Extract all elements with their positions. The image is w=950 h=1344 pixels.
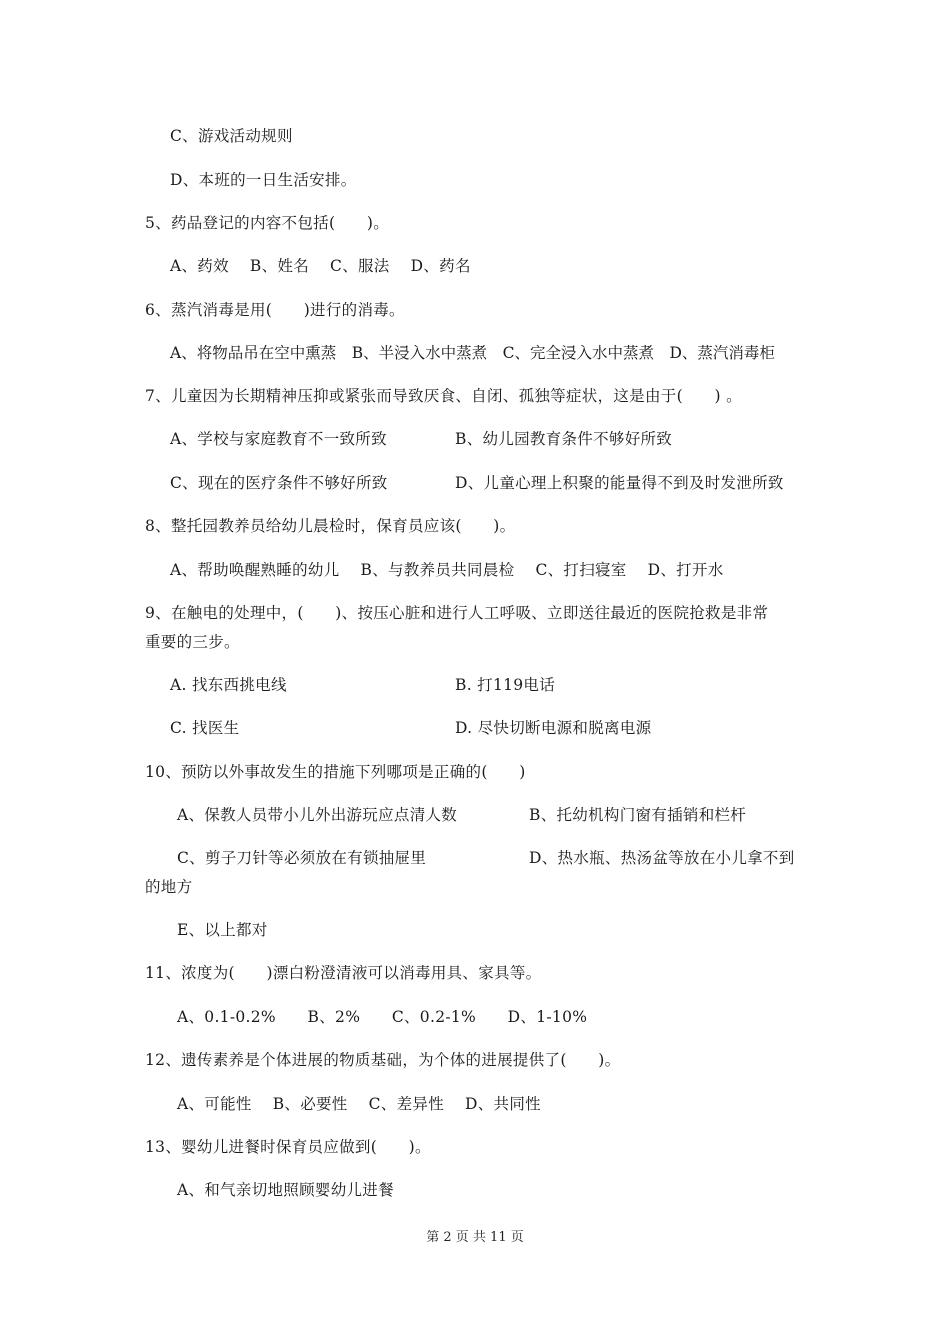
q12-options: A、可能性 B、必要性 C、差异性 D、共同性 [177,1095,541,1113]
q10-stem: 10、预防以外事故发生的措施下列哪项是正确的( ) [145,763,526,781]
q9-stem-line2: 重要的三步。 [145,633,240,651]
q6-options: A、将物品吊在空中熏蒸 B、半浸入水中蒸煮 C、完全浸入水中蒸煮 D、蒸汽消毒柜 [170,344,775,362]
q7-option-c: C、现在的医疗条件不够好所致 [170,474,388,492]
q7-option-d: D、儿童心理上积聚的能量得不到及时发泄所致 [455,474,784,492]
q9-option-a: A. 找东西挑电线 [170,676,287,694]
q11-options: A、0.1-0.2% B、2% C、0.2-1% D、1-10% [177,1008,588,1026]
q7-stem: 7、儿童因为长期精神压抑或紧张而导致厌食、自闭、孤独等症状，这是由于( ) 。 [145,387,742,405]
q9-option-d: D. 尽快切断电源和脱离电源 [455,719,652,737]
q8-stem: 8、整托园教养员给幼儿晨检时，保育员应该( )。 [145,517,516,535]
q9-option-b: B. 打119电话 [455,676,556,694]
q7-option-b: B、幼儿园教育条件不够好所致 [455,430,673,448]
q5-options: A、药效 B、姓名 C、服法 D、药名 [170,257,471,275]
q10-option-d: D、热水瓶、热汤盆等放在小儿拿不到 [529,849,795,867]
page-footer: 第 2 页 共 11 页 [426,1230,524,1245]
q10-option-b: B、托幼机构门窗有插销和栏杆 [529,806,747,824]
q6-stem: 6、蒸汽消毒是用( )进行的消毒。 [145,301,405,319]
q13-option-a: A、和气亲切地照顾婴幼儿进餐 [177,1181,394,1199]
q7-option-a: A、学校与家庭教育不一致所致 [170,430,387,448]
q8-options: A、帮助唤醒熟睡的幼儿 B、与教养员共同晨检 C、打扫寝室 D、打开水 [170,561,724,579]
q9-stem-line1: 9、在触电的处理中，( )、按压心脏和进行人工呼吸、立即送往最近的医院抢救是非常 [145,604,769,622]
q12-stem: 12、遗传素养是个体进展的物质基础，为个体的进展提供了( )。 [145,1051,621,1069]
q5-stem: 5、药品登记的内容不包括( )。 [145,214,390,232]
q13-stem: 13、婴幼儿进餐时保育员应做到( )。 [145,1138,431,1156]
q10-option-a: A、保教人员带小儿外出游玩应点清人数 [177,806,458,824]
q10-option-c: C、剪子刀针等必须放在有锁抽屉里 [177,849,427,867]
q11-stem: 11、浓度为( )漂白粉澄清液可以消毒用具、家具等。 [145,964,542,982]
q10-option-d-continued: 的地方 [145,878,193,896]
q4-option-d: D、本班的一日生活安排。 [170,171,357,189]
q9-option-c: C. 找医生 [170,719,240,737]
q4-option-c: C、游戏活动规则 [170,127,293,145]
q10-option-e: E、以上都对 [177,921,268,939]
